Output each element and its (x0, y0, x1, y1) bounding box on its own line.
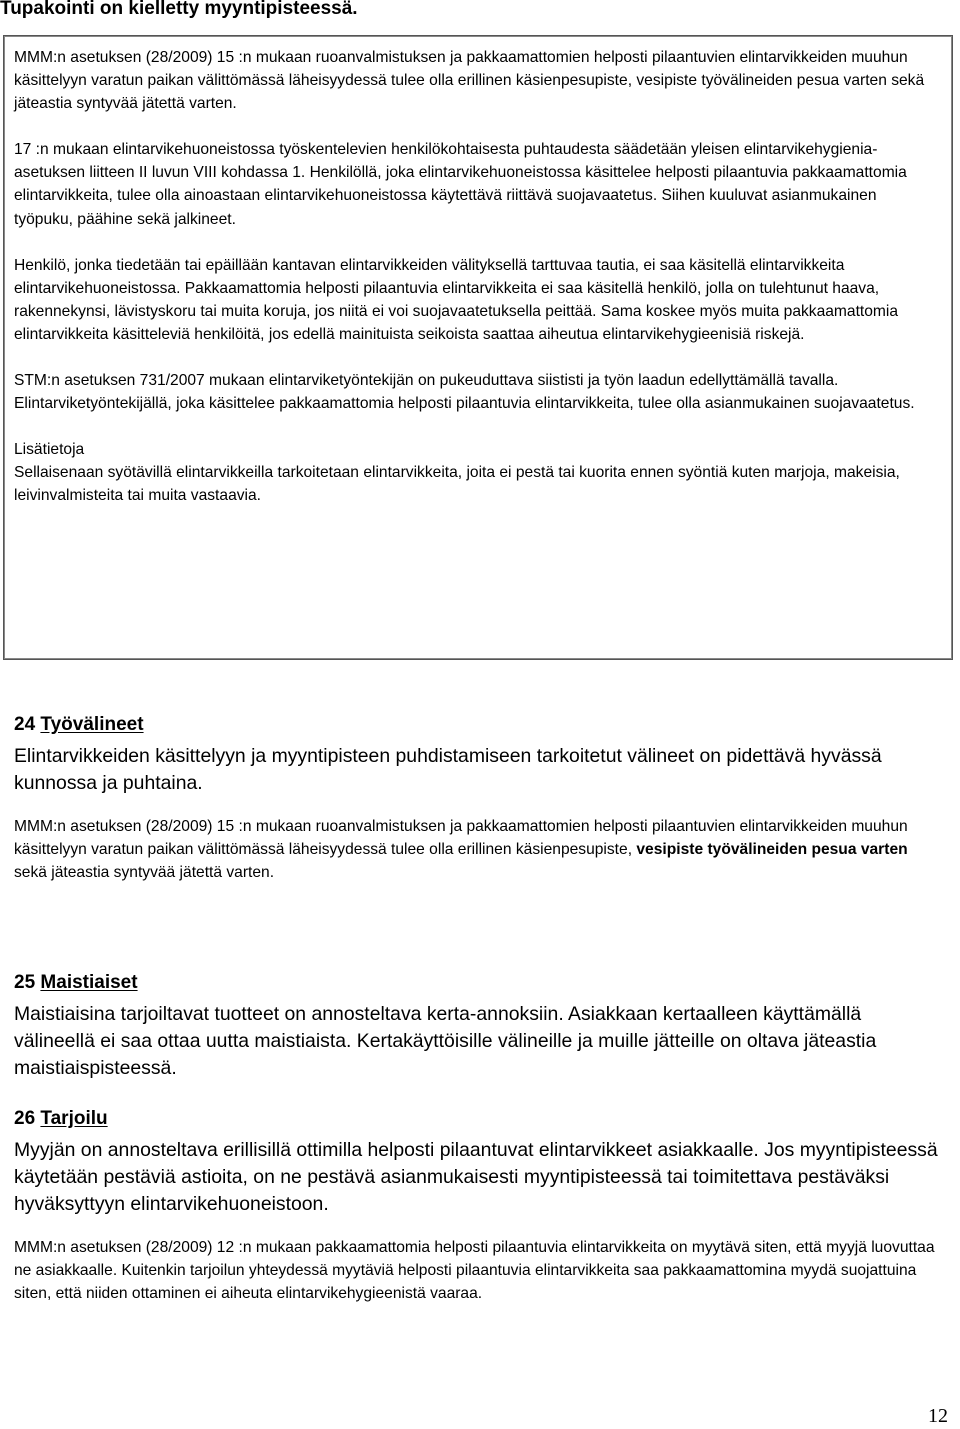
regulation-paragraph-15: MMM:n asetuksen (28/2009) 15 :n mukaan ruoanvalmistuksen ja pakkaamattomien helposti pilaantuvien elintarvikkeiden muuhun käsittelyyn varatun paikan välittömässä läheisyydessä tulee olla erillinen käsienpesupiste, vesipiste työvälineiden pesua varten sekä jäteastia syntyvää jätettä varten. (14, 49, 925, 113)
section-24 (14, 713, 944, 884)
additional-info-label: Lisätietoja (14, 441, 85, 459)
section-25-number: 25 (14, 972, 36, 993)
stm-regulation-paragraph: STM:n asetuksen 731/2007 mukaan elintarviketyöntekijän on pukeuduttava siististi ja työn laadun edellyttämällä tavalla. Elintarviketyöntekijällä, joka käsittelee pakkaamattomia helposti pilaantuvia elintarvikkeita, tulee olla asianmukainen suojavaatetus. (14, 372, 915, 413)
section-24-title: Työvälineet (40, 714, 144, 735)
section-25 (14, 971, 944, 1082)
section-25-lead: Maistiaisina tarjoiltavat tuotteet on annosteltava kerta-annoksiin. Asiakkaan kertaalleen käyttämällä välineellä ei saa ottaa uutta maistiaista. Kertakäyttöisille välineille ja muille jätteille on oltava jäteastia maistiaispisteessä. (14, 1003, 877, 1079)
smoking-prohibited-heading: Tupakointi on kielletty myyntipisteessä. (0, 0, 358, 19)
page-number: 12 (928, 1405, 948, 1427)
regulation-paragraph-17: 17 :n mukaan elintarvikehuoneistossa työskentelevien henkilökohtaisesta puhtaudesta säädetään yleisen elintarvikehygienia-asetuksen liitteen II luvun VIII kohdassa 1. Henkilöllä, joka elintarvikehuoneistossa käsittelee helposti pilaantuvia pakkaamattomia elintarvikkeita, tulee olla ainoastaan elintarvikehuoneistossa käytettävä riittävä suojavaatetus. Siihen kuuluvat asianmukainen työpuku, päähine sekä jalkineet. (14, 141, 907, 228)
section-26-heading (14, 1107, 944, 1131)
section-26-number: 26 (14, 1108, 36, 1129)
section-24-lead: Elintarvikkeiden käsittelyyn ja myyntipisteen puhdistamiseen tarkoitetut välineet on pidettävä hyvässä kunnossa ja puhtaina. (14, 745, 882, 794)
section-25-title: Maistiaiset (40, 972, 138, 993)
section-26-lead: Myyjän on annosteltava erillisillä ottimilla helposti pilaantuvat elintarvikkeet asiakkaalle. Jos myyntipisteessä käytetään pestäviä astioita, on ne pestävä asianmukaisesti myyntipisteessä tai toimitettava pestäväksi hyväksyttyyn elintarvikehuoneistoon. (14, 1139, 938, 1215)
section-24-regulation-text: MMM:n asetuksen (28/2009) 15 :n mukaan ruoanvalmistuksen ja pakkaamattomien helposti pilaantuvien elintarvikkeiden muuhun käsittelyyn varatun paikan välittömässä läheisyydessä tulee olla erillinen käsienpesupiste, (14, 818, 908, 859)
section-24-regulation-emphasis: vesipiste työvälineiden pesua varten (636, 841, 908, 859)
section-25-heading (14, 971, 944, 995)
info-box-text (14, 46, 934, 531)
section-24-heading (14, 713, 944, 737)
section-26-regulation: MMM:n asetuksen (28/2009) 12 :n mukaan pakkaamattomia helposti pilaantuvia elintarvikkeita on myytävä siten, että myyjä luovuttaa ne asiakkaalle. Kuitenkin tarjoilun yhteydessä myytäviä helposti pilaantuvia elintarvikkeita saa pakkaamattomina myydä suojattuina siten, että niiden ottaminen ei aiheuta elintarvikehygieenistä vaaraa. (14, 1239, 935, 1303)
section-24-regulation-end: sekä jäteastia syntyvää jätettä varten. (14, 864, 275, 882)
section-26 (14, 1107, 944, 1305)
section-24-number: 24 (14, 714, 36, 735)
additional-info-text: Sellaisenaan syötävillä elintarvikkeilla tarkoitetaan elintarvikkeita, joita ei pestä tai kuorita ennen syöntiä kuten marjoja, makeisia, leivinvalmisteita tai muita vastaavia. (14, 464, 900, 505)
section-24-regulation (14, 815, 944, 884)
illness-handling-paragraph: Henkilö, jonka tiedetään tai epäillään kantavan elintarvikkeiden välityksellä tarttuvaa tautia, ei saa käsitellä elintarvikkeita elintarvikehuoneistossa. Pakkaamattomia helposti pilaantuvia elintarvikkeita ei saa käsitellä henkilö, jolla on tulehtunut haava, rakennekynsi, lävistyskoru tai muita koruja, jos niitä ei voi suojavaatetuksella peittää. Sama koskee myös muita pakkaamattomia elintarvikkeita käsitteleviä henkilöitä, jos edellä mainituista seikoista saattaa aiheutua elintarvikehygieenisiä riskejä. (14, 256, 899, 343)
section-26-title: Tarjoilu (40, 1108, 108, 1129)
